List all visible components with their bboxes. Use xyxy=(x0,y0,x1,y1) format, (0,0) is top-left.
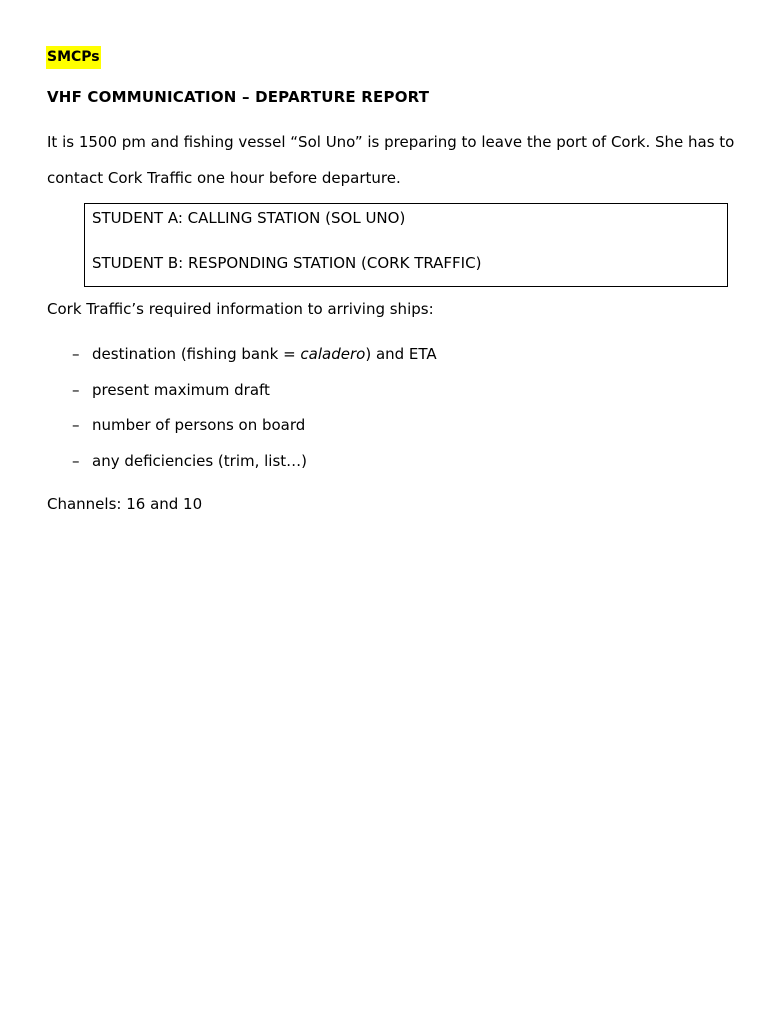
roles-box xyxy=(84,203,728,287)
highlighted-tag: SMCPs xyxy=(46,46,101,69)
requirement-item-draft xyxy=(72,381,437,417)
requirement-item-destination xyxy=(72,345,437,381)
list-dash: – xyxy=(72,345,80,363)
requirement-text-before: destination (fishing bank = xyxy=(92,345,301,363)
student-a-role: STUDENT A: CALLING STATION (SOL UNO) xyxy=(92,209,406,227)
requirement-item-persons xyxy=(72,416,437,452)
list-dash: – xyxy=(72,451,80,470)
requirement-item-deficiencies xyxy=(72,452,437,488)
requirement-text-after: ) and ETA xyxy=(365,345,437,363)
requirement-text: present maximum draft xyxy=(92,380,270,399)
list-dash: – xyxy=(72,416,80,434)
list-dash: – xyxy=(72,380,80,399)
requirement-text: any deficiencies (trim, list…) xyxy=(92,451,308,470)
requirement-emphasis: caladero xyxy=(300,345,366,363)
requirements-list xyxy=(72,345,437,487)
document-title: VHF COMMUNICATION – DEPARTURE REPORT xyxy=(47,88,430,106)
intro-paragraph: It is 1500 pm and fishing vessel “Sol Uno” is preparing to leave the port of Cork. She has to contact Cork Traffic one hour before departure. xyxy=(47,133,735,187)
channels-line: Channels: 16 and 10 xyxy=(47,495,203,513)
requirements-heading: Cork Traffic’s required information to arriving ships: xyxy=(47,300,434,318)
student-b-role: STUDENT B: RESPONDING STATION (CORK TRAFFIC) xyxy=(92,254,482,272)
requirement-text: number of persons on board xyxy=(92,416,306,434)
